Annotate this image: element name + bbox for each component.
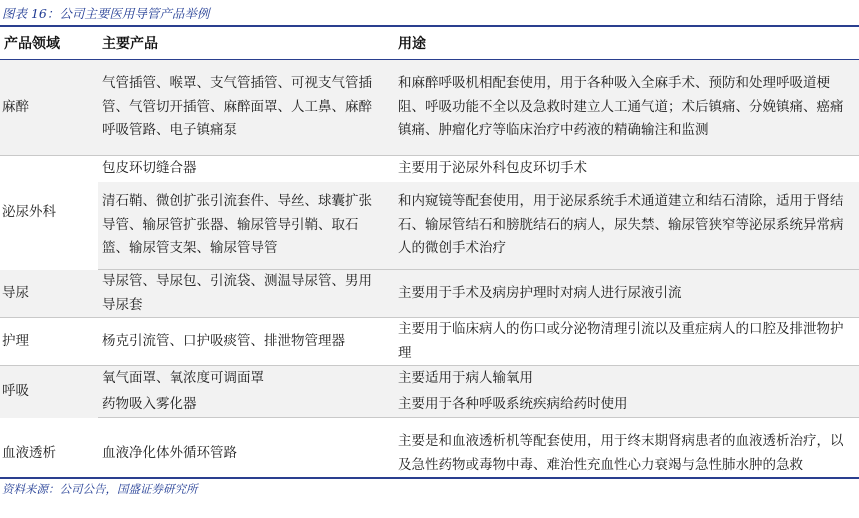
header-product: 主要产品	[98, 27, 390, 60]
table-row	[0, 392, 859, 418]
area-cell: 导尿	[0, 270, 98, 318]
table-row	[0, 366, 859, 392]
table-row	[0, 156, 859, 182]
table-row	[0, 60, 859, 156]
use-cell: 主要用于泌尿外科包皮环切手术	[398, 160, 587, 176]
product-cell: 药物吸入雾化器	[98, 392, 390, 418]
figure-caption: 图表 16：公司主要医用导管产品举例	[2, 6, 210, 21]
product-table	[0, 27, 859, 490]
product-cell: 血液净化体外循环管路	[102, 445, 237, 461]
use-cell: 主要用于手术及病房护理时对病人进行尿液引流	[390, 270, 859, 318]
source-note: 资料来源：公司公告，国盛证券研究所	[2, 482, 198, 496]
use-cell: 主要用于临床病人的伤口或分泌物清理引流以及重症病人的口腔及排泄物护理	[390, 318, 859, 366]
table-header-row	[0, 27, 859, 60]
product-cell: 包皮环切缝合器	[102, 160, 197, 176]
table-row	[0, 318, 859, 366]
area-cell: 泌尿外科	[2, 204, 56, 220]
use-cell: 主要适用于病人输氧用	[390, 366, 859, 392]
use-cell: 和麻醉呼吸机相配套使用，用于各种吸入全麻手术、预防和处理呼吸道梗阻、呼吸功能不全以及急救时建立人工通气道；术后镇痛、分娩镇痛、癌痛镇痛、肿瘤化疗等临床治疗中药液的精确输注和监测	[390, 60, 859, 156]
use-cell: 主要用于各种呼吸系统疾病给药时使用	[390, 392, 859, 418]
product-cell: 气管插管、喉罩、支气管插管、可视支气管插管、气管切开插管、麻醉面罩、人工鼻、麻醉呼吸管路、电子镇痛泵	[98, 60, 390, 156]
product-cell: 氧气面罩、氧浓度可调面罩	[98, 366, 390, 392]
header-use: 用途	[390, 27, 859, 60]
product-cell: 导尿管、导尿包、引流袋、测温导尿管、男用导尿套	[98, 270, 390, 318]
area-cell: 护理	[0, 318, 98, 366]
bottom-rule	[0, 477, 859, 479]
product-cell: 杨克引流管、口护吸痰管、排泄物管理器	[98, 318, 390, 366]
area-cell: 呼吸	[0, 366, 98, 418]
product-cell: 清石鞘、微创扩张引流套件、导丝、球囊扩张导管、输尿管扩张器、输尿管导引鞘、取石篮、输尿管支架、输尿管导管	[98, 182, 390, 270]
area-cell: 麻醉	[0, 60, 98, 156]
area-cell: 血液透析	[2, 444, 56, 461]
use-cell: 主要是和血液透析机等配套使用，用于终末期肾病患者的血液透析治疗，以及急性药物或毒物中毒、难治性充血性心力衰竭与急性肺水肿的急救	[398, 433, 844, 473]
table-row	[0, 270, 859, 318]
table-row	[0, 182, 859, 270]
header-area: 产品领域	[0, 27, 98, 60]
use-cell: 和内窥镜等配套使用，用于泌尿系统手术通道建立和结石清除，适用于肾结石、输尿管结石和膀胱结石的病人，尿失禁、输尿管狭窄等泌尿系统异常病人的微创手术治疗	[390, 182, 859, 270]
